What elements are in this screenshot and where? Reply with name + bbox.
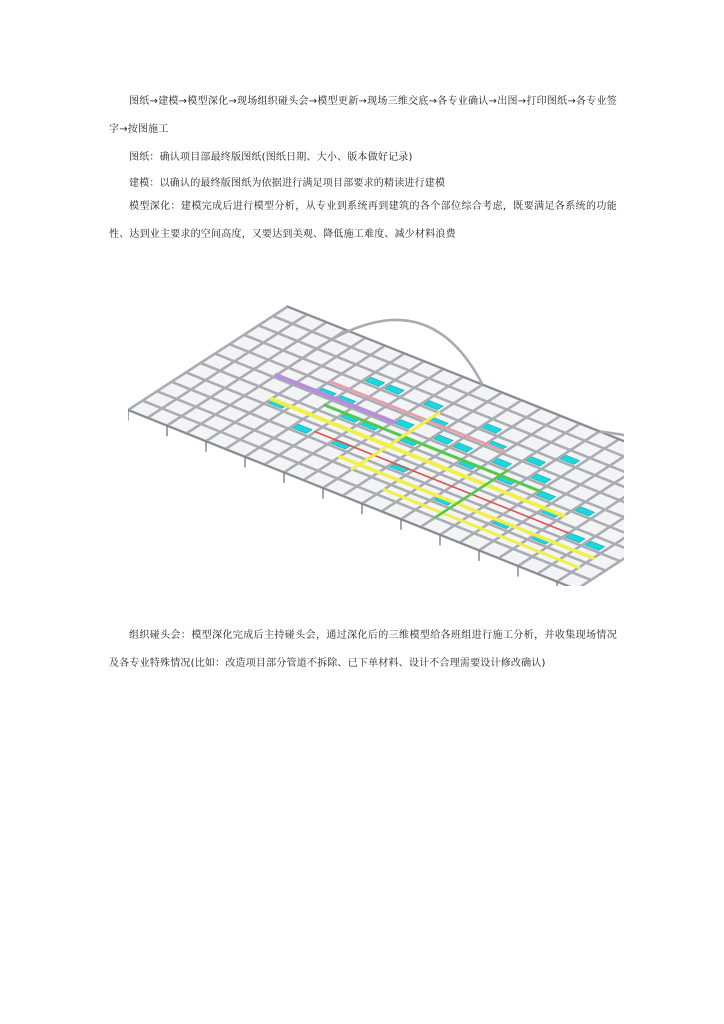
drawings-paragraph: 图纸：确认项目部最终版图纸(图纸日期、大小、版本做好记录) — [129, 152, 413, 163]
modeling-paragraph: 建模：以确认的最终版图纸为依据进行满足项目部要求的精读进行建模 — [129, 178, 446, 189]
bim-3d-model-image — [128, 270, 624, 586]
meeting-paragraph: 组织碰头会：模型深化完成后主持碰头会，通过深化后的三维模型给各班组进行施工分析，并收集现场情况及各专业特殊情况(比如：改造项目部分管道不拆除、已下单材料、设计不合理需要设计修改确认) — [109, 630, 617, 669]
deepening-paragraph: 模型深化：建模完成后进行模型分析，从专业到系统再到建筑的各个部位综合考虑，既要满足各系统的功能性、达到业主要求的空间高度，又要达到美观、降低施工难度、减少材料浪费 — [109, 201, 617, 240]
bim-model-drawing — [128, 270, 624, 586]
process-flow-paragraph: 图纸→建模→模型深化→现场组织碰头会→模型更新→现场三维交底→各专业确认→出图→打印图纸→各专业签字→按图施工 — [109, 96, 617, 135]
